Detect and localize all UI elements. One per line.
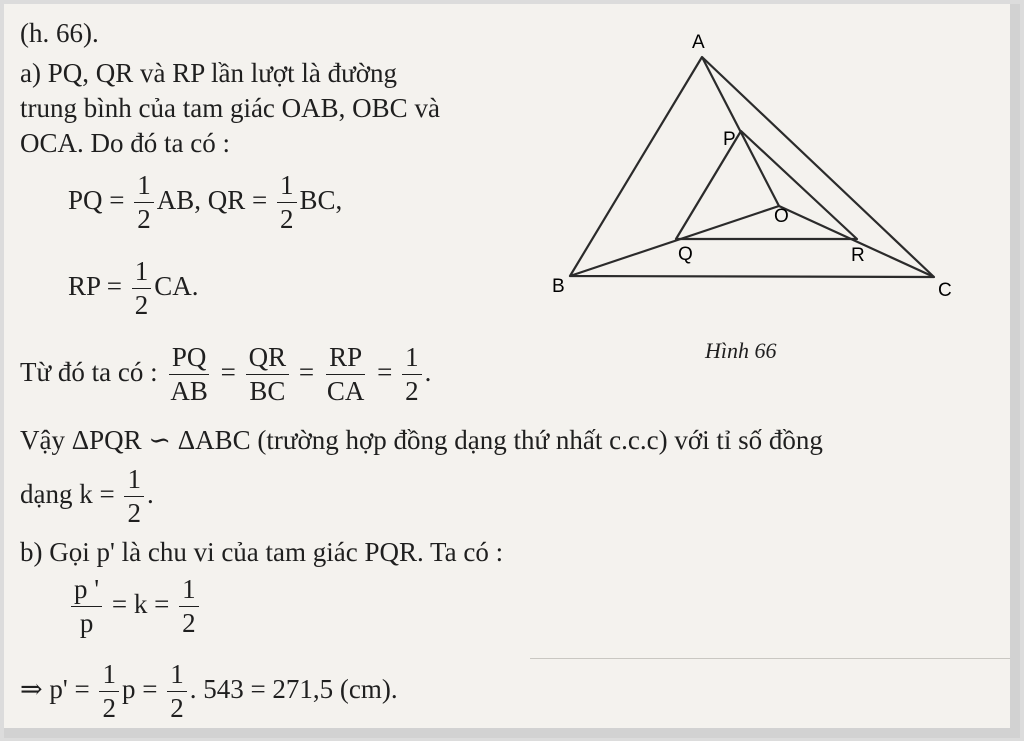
- triangle-pqr: [676, 131, 857, 239]
- fraction-one-half: $\frac{1}{2}$: [132, 258, 152, 319]
- implies-arrow-icon: ⇒: [20, 674, 43, 704]
- bc-term: BC,: [299, 185, 343, 215]
- fraction-one-half: $\frac{1}{2}$: [402, 344, 422, 405]
- label-b: B: [552, 276, 565, 297]
- label-o: O: [774, 206, 789, 227]
- part-a-line-1: a) PQ, QR và RP lần lượt là đường: [20, 58, 398, 88]
- label-p: P: [723, 129, 736, 150]
- perimeter-ratio: $\frac{p '}{p}$ = k = $\frac{1}{2}$: [68, 572, 202, 637]
- qr-lhs: , QR =: [194, 185, 268, 215]
- conclusion-line-1: Vậy ΔPQR ∽ ΔABC (trường hợp đồng dạng thứ nhất c.c.c) với tỉ số đồng: [20, 425, 823, 455]
- label-c: C: [938, 280, 952, 301]
- rp-lhs: RP =: [68, 271, 122, 301]
- part-a-line-2: trung bình của tam giác OAB, OBC và: [20, 93, 440, 123]
- ratio-equation: Từ đó ta có : $\frac{PQ}{AB}$ = $\frac{QR}{BC}$ = $\frac{RP}{CA}$ = $\frac{1}{2}$ .: [20, 342, 432, 407]
- fraction-one-half: $\frac{1}{2}$: [134, 172, 154, 233]
- fraction-rp-ca: $\frac{RP}{CA}$: [326, 342, 365, 407]
- figure-reference: (h. 66).: [20, 18, 99, 48]
- label-r: R: [851, 245, 865, 266]
- figure-caption: Hình 66: [705, 338, 777, 363]
- ab-term: AB: [156, 185, 195, 215]
- fraction-one-half: $\frac{1}{2}$: [179, 576, 199, 637]
- fraction-one-half: $\frac{1}{2}$: [277, 172, 297, 233]
- pq-lhs: PQ =: [68, 185, 125, 215]
- segment-ob: [570, 206, 779, 276]
- segment-oc: [779, 206, 934, 277]
- fraction-one-half: $\frac{1}{2}$: [167, 661, 187, 722]
- label-q: Q: [678, 244, 693, 265]
- fraction-one-half: $\frac{1}{2}$: [99, 661, 119, 722]
- perimeter-result: ⇒ p' = $\frac{1}{2}$ p = $\frac{1}{2}$ . 543 = 271,5 (cm).: [20, 659, 398, 724]
- fraction-pq-ab: $\frac{PQ}{AB}$: [170, 342, 208, 407]
- ratio-prefix: Từ đó ta có :: [20, 357, 158, 387]
- conclusion-line-2: dạng k = $\frac{1}{2}$ .: [20, 464, 154, 529]
- fraction-qr-bc: $\frac{QR}{BC}$: [246, 344, 290, 405]
- fraction-one-half: $\frac{1}{2}$: [124, 466, 144, 527]
- part-b-line-1: b) Gọi p' là chu vi của tam giác PQR. Ta có :: [20, 537, 504, 567]
- label-a: A: [692, 32, 705, 53]
- ca-term: CA.: [154, 271, 199, 301]
- fraction-p-prime-over-p: $\frac{p '}{p}$: [71, 576, 102, 637]
- part-a-line-3: OCA. Do đó ta có :: [20, 128, 230, 158]
- triangle-abc: [570, 57, 934, 277]
